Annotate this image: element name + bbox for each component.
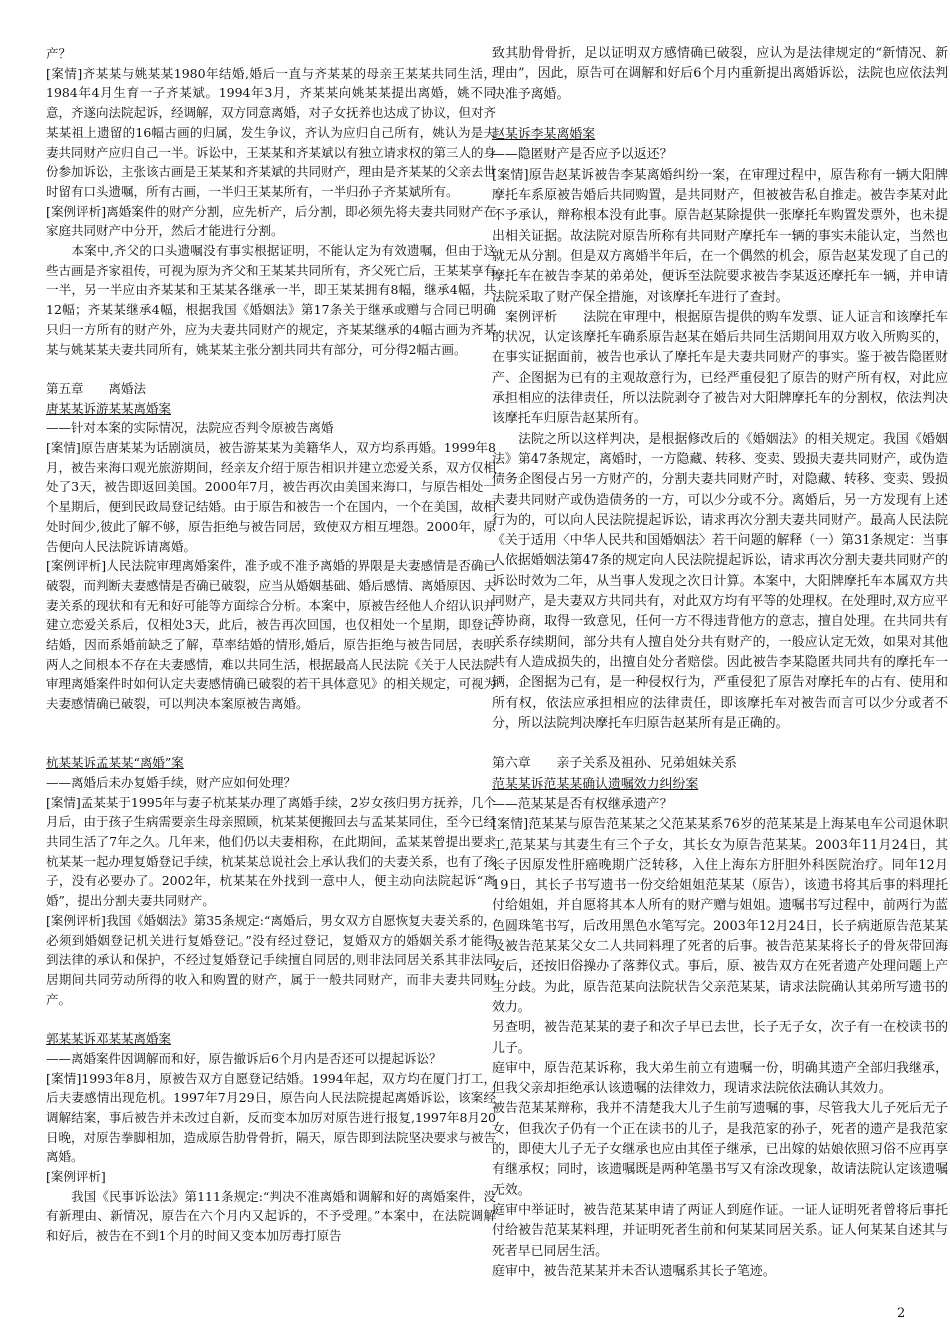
text-paragraph: [案情]1993年8月，原被告双方自愿登记结婚。1994年起，双方均在厦门打工，后夫妻感情出现危机。1997年7月29日，原告向人民法院提起离婚诉讼，该案经调解结案，事后被告并未改过自新，反而变本加厉对原告进行报复,1997年8月20日晚，对原告拳脚相加，造成原告肋骨骨折，隔天，原告即到法院坚决要求与被告离婚。 xyxy=(46,1070,497,1165)
case-title: 赵某诉李某离婚案 xyxy=(492,127,596,143)
text-paragraph: [案情]原告唐某某为话剧演员，被告游某某为美籍华人，双方均系再婚。1999年8月，被告来海口观光旅游期间，经亲友介绍于原告相识并建立恋爱关系，双方仅相处了3天，被告即返回美国。2000年7月，被告再次由美国来海口，与原告相处一个星期后，便到民政局登记结婚。由于原告和被告一个在国内，一个在美国，故相处时间少,彼此了解不够，原告拒绝与被告同居，致使双方相互埋怨。2000年，原告便向人民法院诉请离婚。 xyxy=(46,440,497,554)
blank-line xyxy=(46,1009,496,1029)
case-title: 唐某某诉游某某离婚案 xyxy=(46,400,172,416)
text-paragraph: ——隐匿财产是否应予以返还？ xyxy=(492,147,673,163)
blank-line xyxy=(492,105,948,125)
text-paragraph: 致其肋骨骨折，足以证明双方感情确已破裂，应认为是法律规定的“新情况、新理由”，因此，原告可在调解和好后6个月内重新提出离婚诉讼，法院也应依法判决准予离婚。 xyxy=(492,46,948,102)
text-paragraph: [案情]齐某某与姚某某1980年结婚,婚后一直与齐某某的母亲王某某共同生活，1984年4月生育一子齐某斌。1994年3月，齐某某向姚某某提出离婚，姚不同意，齐遂向法院起诉，经调解，双方同意离婚，对子女抚养也达成了协议，但对齐某某祖上遗留的16幅古画的归属，发生争议，齐认为应归自己所有，姚认为是夫妻共同财产应归自己一半。诉讼中，王某某和齐某斌以有独立请求权的第三人的身份参加诉讼，主张该古画是王某某和齐某斌的共同财产，理由是齐某某的父亲去世时留有口头遗嘱，所有古画，一半归王某某所有，一半归孙子齐某斌所有。 xyxy=(46,65,497,199)
case-title: 杭某某诉孟某某“离婚”案 xyxy=(46,755,184,771)
text-paragraph: 庭审中举证时，被告范某某申请了两证人到庭作证。一证人证明死者曾将后事托付给被告范某某料理，并证明死者生前和何某某同居关系。证人何某某自述其与死者早已同居生活。 xyxy=(492,1202,948,1259)
text-paragraph: 庭审中，被告范某某并未否认遗嘱系其长子笔迹。 xyxy=(492,1263,776,1279)
blank-line xyxy=(46,714,496,734)
page-number: 2 xyxy=(897,1306,906,1321)
text-paragraph: 第六章 亲子关系及祖孙、兄弟姐妹关系 xyxy=(492,756,737,772)
text-paragraph: [案例评析]我国《婚姻法》第35条规定:“离婚后，男女双方自愿恢复夫妻关系的，必须到婚姻登记机关进行复婚登记。”没有经过登记，复婚双方的婚姻关系才能得到法律的承认和保护，不经过复婚登记手续擅自同居的,则非法同居关系其非法同居期间共同劳动所得的收入和购置的财产，属于一般共同财产，而非夫妻共同财产。 xyxy=(46,912,496,1007)
text-paragraph: 被告范某某辩称，我并不清楚我大儿子生前写遗嘱的事，尽管我大儿子死后无子女，但我次子仍有一个正在读书的儿子，是我范家的孙子，死者的遗产是我范家的，即使大儿子无子女继承也应由其侄子继承，已出嫁的姑娘依照习俗不应再享有继承权；同时，该遗嘱既是两种笔墨书写又有涂改现象，故请法院认定该遗嘱无效。 xyxy=(492,1101,948,1198)
text-paragraph: ——针对本案的实际情况，法院应否判令原被告离婚 xyxy=(46,420,334,436)
text-paragraph: 第五章 离婚法 xyxy=(46,380,147,396)
case-title: 范某某诉范某某确认遗嘱效力纠纷案 xyxy=(492,776,699,792)
text-paragraph: [案情]原告赵某诉被告李某离婚纠纷一案，在审理过程中，原告称有一辆大阳牌摩托车系原被告婚后共同购置，是共同财产，但被被告私自推走。被告李某对此不予承认，辩称根本没有此事。原告赵某除提供一张摩托车购置发票外，也未提出相关证据。故法院对原告所称有共同财产摩托车一辆的事实未能认定，当然也就无从分割。但是双方离婚半年后，在一个偶然的机会，原告赵某发现了自己的摩托车在被告李某的弟弟处，便诉至法院要求被告李某返还摩托车一辆，并申请法院采取了财产保全措施，对该摩托车进行了查封。 xyxy=(492,167,948,305)
blank-line xyxy=(46,734,496,754)
blank-line xyxy=(46,359,496,379)
text-paragraph: ——离婚后未办复婚手续，财产应如何处理？ xyxy=(46,774,297,790)
text-paragraph: [案例评析]离婚案件的财产分割，应先析产，后分割，即必须先将夫妻共同财产在家庭共同财产中分开，然后才能进行分割。 xyxy=(46,203,496,239)
text-paragraph: [案例评析]人民法院审理离婚案件，准予或不准予离婚的界限是夫妻感情是否确已破裂，而判断夫妻感情是否确已破裂，应当从婚姻基础、婚后感情、离婚原因、夫妻关系的现状和有无和好可能等方面综合分析。本案中，原被告经他人介绍认识并建立恋爱关系后，仅相处3天，此后，被告再次回国，也仅相处一个星期，即登记结婚，因而系婚前缺乏了解，草率结婚的情形,婚后，原告拒绝与被告同居，表明两人之间根本不存在夫妻感情，难以共同生活，根据最高人民法院《关于人民法院审理离婚案件时如何认定夫妻感情确已破裂的若干具体意见》的相关规定，可视为夫妻感情确已破裂，可以判决本案原被告离婚。 xyxy=(46,558,497,712)
text-paragraph: 我国《民事诉讼法》第111条规定:“判决不准离婚和调解和好的离婚案件，没有新理由、新情况，原告在六个月内又起诉的，不予受理。”本案中，在法院调解和好后，被告在不到1个月的时间又变本加厉毒打原告 xyxy=(46,1188,496,1244)
text-paragraph: 法院之所以这样判决，是根据修改后的《婚姻法》的相关规定。我国《婚姻法》第47条规定，离婚时，一方隐藏、转移、变卖、毁损夫妻共同财产，或伪造债务企图侵占另一方财产的，分割夫妻共同财产时，对隐藏、转移、变卖、毁损夫妻共同财产或伪造债务的一方，可以少分或不分。离婚后，另一方发现有上述行为的，可以向人民法院提起诉讼，请求再次分割夫妻共同财产。最高人民法院《关于适用〈中华人民共和国婚姻法〉若干问题的解释（一）第31条规定：当事人依据婚姻法第47条的规定向人民法院提起诉讼，请求再次分割夫妻共同财产的诉讼时效为二年，从当事人发现之次日计算。本案中，大阳牌摩托车本属双方共同财产，是夫妻双方共同共有，对此双方均有平等的处理权。在处理时,双方应平等协商，取得一致意见，任何一方不得违背他方的意志，擅自处理。在共同共有关系存续期间，部分共有人擅自处分共有财产的，一般应认定无效，如果对其他共有人造成损失的，出擅自处分者赔偿。因此被告李某隐匿共同共有的摩托车一辆，企图据为己有，是一种侵权行为，严重侵犯了原告对摩托车的占有、使用和所有权，依法应承担相应的法律责任，即该摩托车对被告而言可以少分或者不分，所以法院判决摩托车归原告赵某所有是正确的。 xyxy=(492,431,948,731)
text-paragraph: ——离婚案件因调解而和好，原告撤诉后6个月内是否还可以提起诉讼？ xyxy=(46,1050,442,1066)
text-paragraph: 案例评析 法院在审理中，根据原告提供的购车发票、证人证言和该摩托车的状况，认定该摩托车确系原告赵某在婚后共同生活期间用双方收入所购买的，在事实证据面前，被告也承认了摩托车是夫妻共同财产的事实。鉴于被告隐匿财产、企图据为已有的主观故意行为，已经严重侵犯了原告的财产所有权，对此应承担相应的法律责任，所以法院剥夺了被告对大阳牌摩托车的分割权，依法判决该摩托车归原告赵某所有。 xyxy=(492,309,948,427)
left-column xyxy=(46,44,496,1246)
blank-line xyxy=(492,734,948,754)
right-column xyxy=(492,44,948,1282)
text-paragraph: 另查明，被告范某某的妻子和次子早已去世，长子无子女，次子有一在校读书的儿子。 xyxy=(492,1020,948,1056)
text-paragraph: 产？ xyxy=(46,46,72,61)
text-paragraph: ——范某某是否有权继承遗产？ xyxy=(492,796,673,812)
text-paragraph: [案情]孟某某于1995年与妻子杭某某办理了离婚手续，2岁女孩归男方抚养，几个月后，由于孩子生病需要亲生母亲照顾，杭某某便搬回去与孟某某同住，至今已经共同生活了7年之久。几年来，他们仍以夫妻相称，在此期间，孟某某曾提出要求杭某某一起办理复婚登记手续，杭某某总说社会上承认我们的夫妻关系，也有了孩子，没有必要办了。2002年，杭某某在外找到一意中人，便主动向法院起诉“离婚”，提出分割夫妻共同财产。 xyxy=(46,794,497,909)
text-paragraph: 本案中,齐父的口头遗嘱没有事实根据证明，不能认定为有效遗嘱，但由于这些古画是齐家祖传，可视为原为齐父和王某某共同所有，齐父死亡后，王某某享有一半，另一半应由齐某某和王某某各继承一半，即王某某拥有8幅，继承4幅，共12幅；齐某某继承4幅，根据我国《婚姻法》第17条关于继承或赠与合同已明确只归一方所有的财产外，应为夫妻共同财产的规定，齐某某继承的4幅古画为齐某某与姚某某夫妻共同所有，姚某某主张分割共同共有部分，可分得2幅古画。 xyxy=(46,243,497,357)
case-title: 郭某某诉邓某某离婚案 xyxy=(46,1031,172,1047)
text-paragraph: 庭审中，原告范某诉称，我大弟生前立有遗嘱一份，明确其遗产全部归我继承，但我父亲却拒绝承认该遗嘱的法律效力，现请求法院依法确认其效力。 xyxy=(492,1060,948,1097)
text-paragraph: [案例评析] xyxy=(46,1169,106,1185)
text-paragraph: [案情]范某某与原告范某某之父范某某系76岁的范某某是上海某电车公司退休职工,范某某与其妻生有三个子女，其长女为原告范某某。2003年11月24日，其长子因原发性肝癌晚期广泛转移，入住上海东方肝胆外科医院治疗。同年12月19日，其长子书写遗书一份交给姐姐范某某（原告），该遗书将其后事的料理托付给姐姐，并自愿将其本人所有的财产赠与姐姐。遗嘱书写过程中，前两行为蓝色圆珠笔书写，后改用黑色水笔写完。2003年12月24日，长子病逝原告范某某及被告范某某父女二人共同料理了死者的后事。被告范某某将长子的骨灰带回海安后，还按旧俗操办了落葬仪式。事后，原、被告双方在死者遗产处理问题上产生分歧。为此，原告范某向法院状告父亲范某某，请求法院确认其弟所写遗书的效力。 xyxy=(492,817,948,1015)
